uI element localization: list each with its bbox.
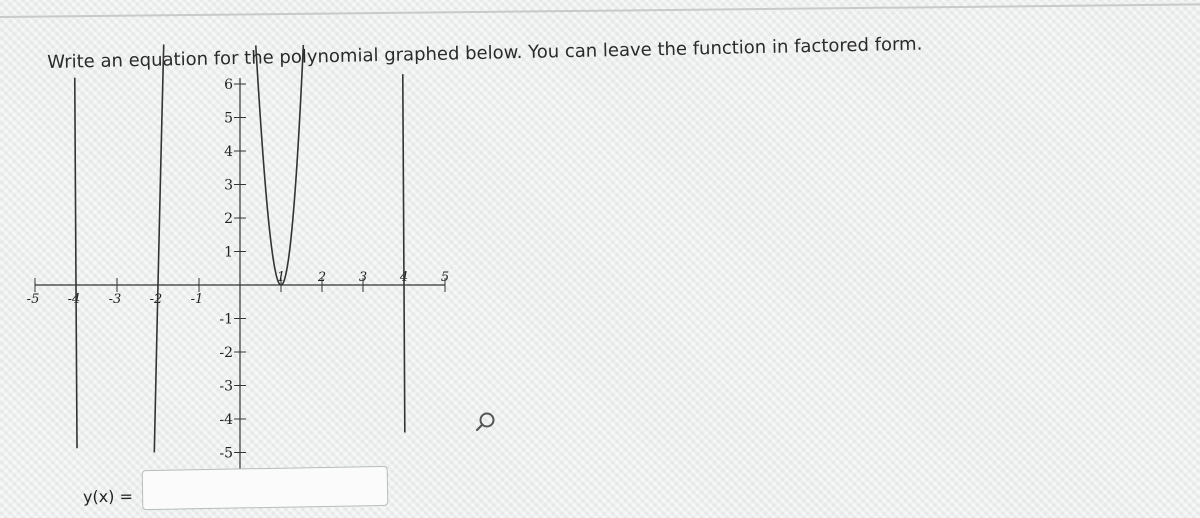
y-tick-label: -1 <box>219 311 233 328</box>
y-tick-label: -4 <box>219 412 233 428</box>
y-tick-label: -2 <box>219 345 233 361</box>
polynomial-curve <box>256 45 304 285</box>
polynomial-curve <box>403 74 405 432</box>
question-text: Write an equation for the polynomial graphed below. You can leave the function in factored form. <box>47 33 923 73</box>
x-tick-label: 5 <box>440 270 450 285</box>
x-tick-label: -2 <box>149 292 163 307</box>
y-tick-label: -5 <box>219 445 233 462</box>
polynomial-graph <box>26 77 515 462</box>
answer-input[interactable] <box>142 466 389 510</box>
x-tick-label: -3 <box>108 292 122 307</box>
answer-label: y(x) = <box>82 486 134 507</box>
polynomial-curve <box>75 78 77 448</box>
y-tick-label: 3 <box>224 177 233 194</box>
x-tick-label: -4 <box>67 292 81 307</box>
top-divider <box>0 0 1200 18</box>
x-tick-label: 3 <box>358 270 368 285</box>
x-tick-label: -1 <box>190 292 204 307</box>
y-tick-label: 4 <box>224 144 233 160</box>
y-tick-label: -3 <box>219 378 233 395</box>
y-tick-label: 1 <box>224 244 233 261</box>
x-tick-label: 1 <box>276 270 286 285</box>
x-tick-label: 2 <box>317 270 327 285</box>
magnifier-icon[interactable] <box>474 410 498 434</box>
y-tick-label: 2 <box>224 211 233 227</box>
x-tick-label: -5 <box>26 292 40 307</box>
y-tick-label: 5 <box>224 110 233 127</box>
x-tick-label: 4 <box>399 270 409 285</box>
polynomial-curve <box>154 44 163 452</box>
y-tick-label: 6 <box>224 77 233 93</box>
